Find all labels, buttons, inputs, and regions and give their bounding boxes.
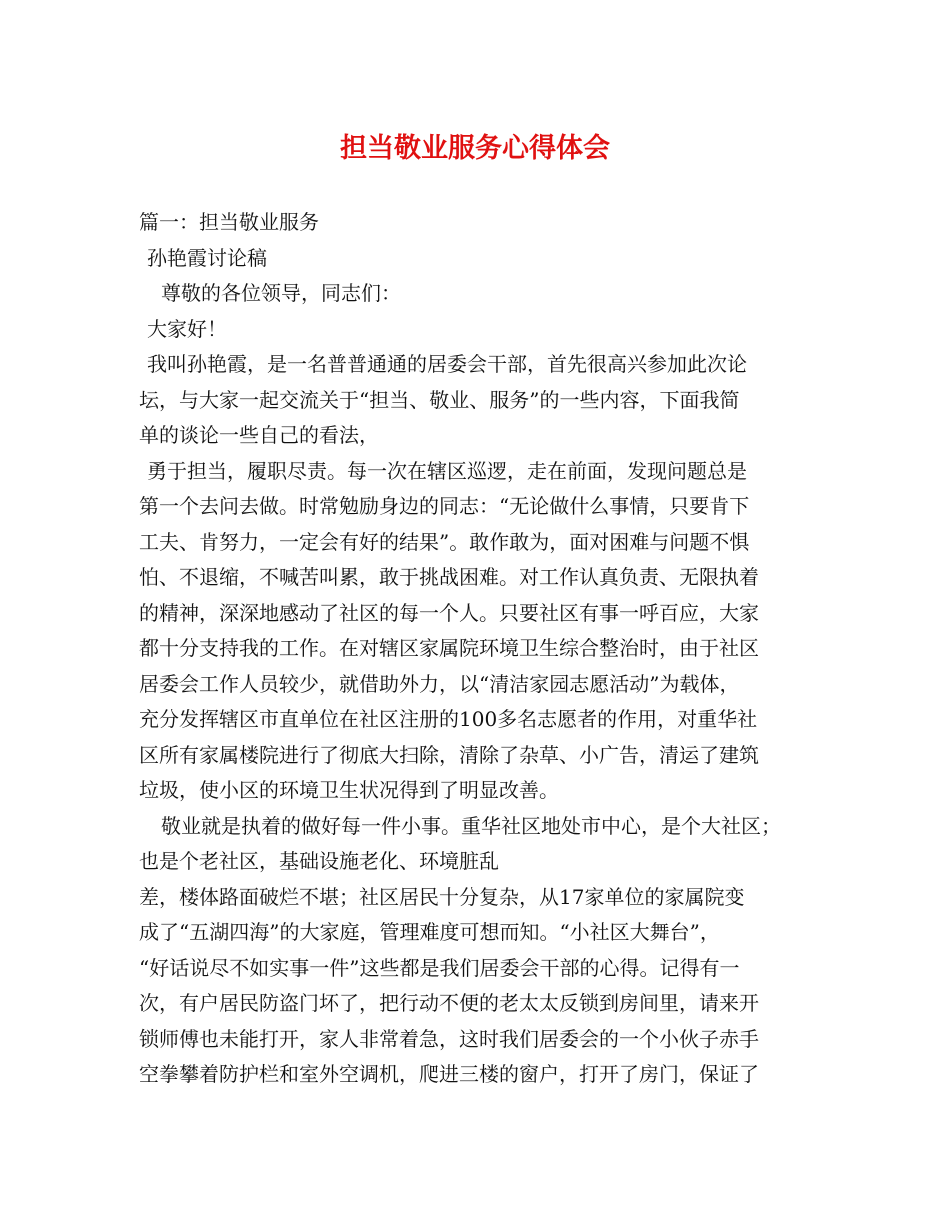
text-line: 的精神，深深地感动了社区的每一个人。只要社区有事一呼百应，大家 <box>139 600 759 625</box>
text-line: 也是个老社区，基础设施老化、环境脏乱 <box>139 849 499 873</box>
text-line: 勇于担当，履职尽责。每一次在辖区巡逻，走在前面，发现问题总是 <box>147 458 747 483</box>
text-line: 差，楼体路面破烂不堪；社区居民十分复杂，从17家单位的家属院变 <box>139 884 745 909</box>
text-line: “好话说尽不如实事一件”这些都是我们居委会干部的心得。记得有一 <box>139 955 740 980</box>
text-line: 我叫孙艳霞，是一名普普通通的居委会干部，首先很高兴参加此次论 <box>147 352 747 376</box>
greeting-line: 大家好！ <box>147 316 227 341</box>
text-line: 第一个去问去做。时常勉励身边的同志：“无论做什么事情，只要肯下 <box>139 494 750 518</box>
text-line: 坛，与大家一起交流关于“担当、敬业、服务”的一些内容，下面我简 <box>139 387 740 412</box>
text-line: 成了“五湖四海”的大家庭，管理难度可想而知。“小社区大舞台”， <box>139 920 720 944</box>
document-body <box>139 205 829 1093</box>
text-line: 居委会工作人员较少，就借助外力，以“清洁家园志愿活动”为载体， <box>139 671 740 696</box>
text-line: 单的谈论一些自己的看法， <box>139 423 379 447</box>
text-line: 工夫、肯努力，一定会有好的结果”。敢作敢为，面对困难与问题不惧 <box>139 529 750 554</box>
text-line: 怕、不退缩，不喊苦叫累，敢于挑战困难。对工作认真负责、无限执着 <box>139 565 759 589</box>
text-line: 垃圾，使小区的环境卫生状况得到了明显改善。 <box>139 778 559 802</box>
text-line: 空拳攀着防护栏和室外空调机，爬进三楼的窗户，打开了房门，保证了 <box>139 1062 759 1086</box>
text-line: 充分发挥辖区市直单位在社区注册的100多名志愿者的作用，对重华社 <box>139 707 758 731</box>
document-title: 担当敬业服务心得体会 <box>340 133 610 164</box>
author-line: 孙艳霞讨论稿 <box>147 245 267 270</box>
text-line: 敬业就是执着的做好每一件小事。重华社区地处市中心，是个大社区； <box>161 813 781 838</box>
text-line: 都十分支持我的工作。在对辖区家属院环境卫生综合整治时，由于社区 <box>139 636 759 660</box>
text-line: 区所有家属楼院进行了彻底大扫除，清除了杂草、小广告，清运了建筑 <box>139 742 759 767</box>
text-line: 次，有户居民防盗门坏了，把行动不便的老太太反锁到房间里，请来开 <box>139 991 759 1015</box>
section-heading: 篇一：担当敬业服务 <box>139 210 319 234</box>
salutation-line: 尊敬的各位领导，同志们： <box>161 281 401 305</box>
text-line: 锁师傅也未能打开，家人非常着急，这时我们居委会的一个小伙子赤手 <box>139 1026 759 1051</box>
